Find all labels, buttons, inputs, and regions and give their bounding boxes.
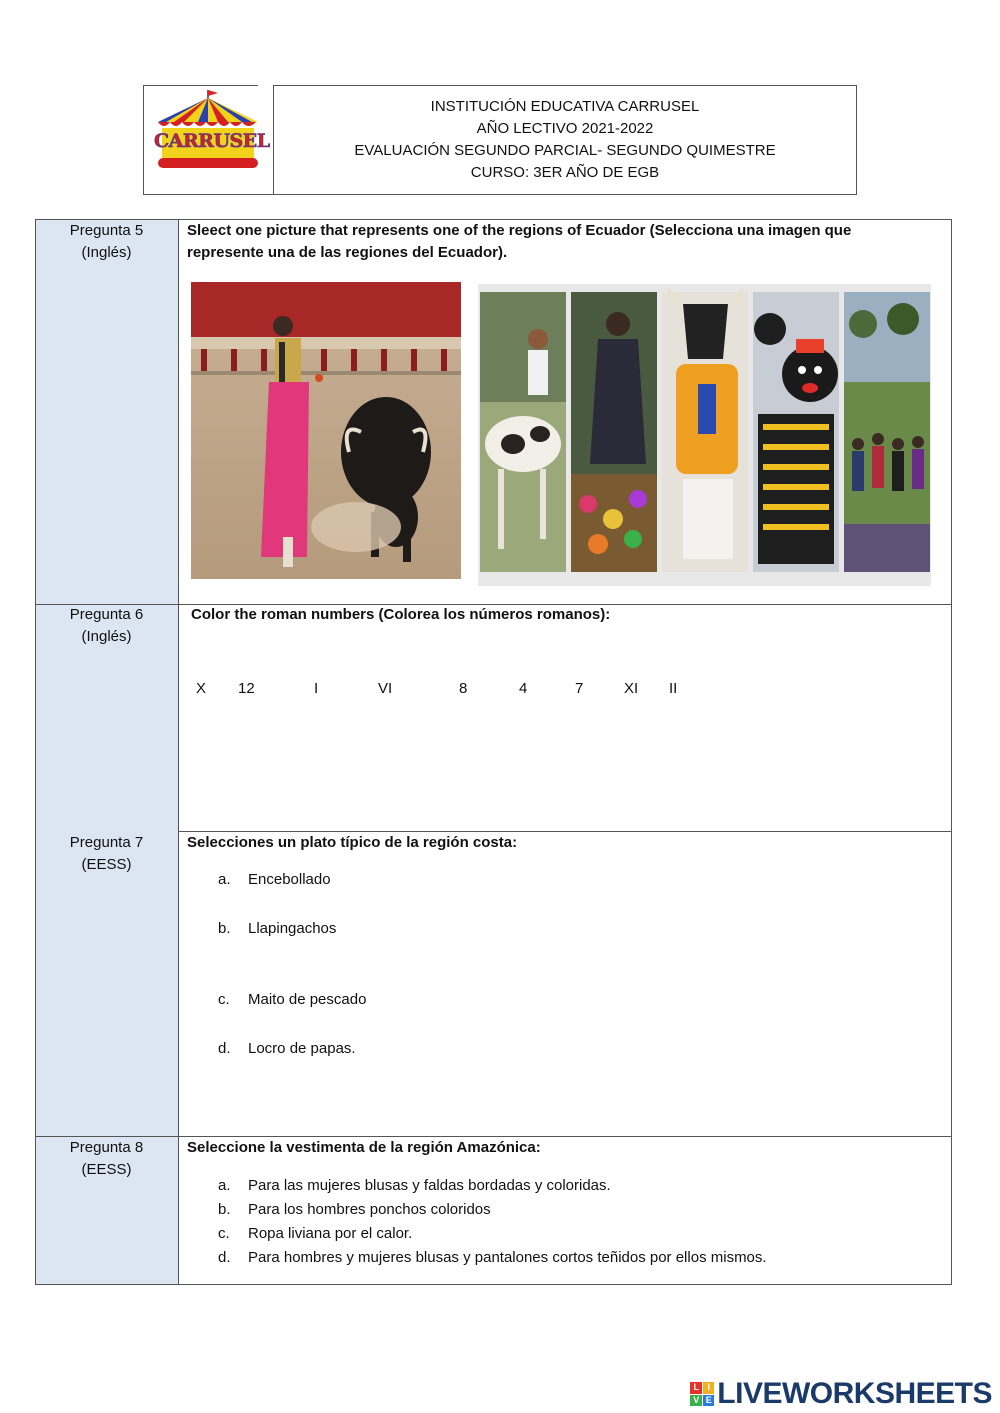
school-year: AÑO LECTIVO 2021-2022 (476, 120, 654, 137)
liveworksheets-watermark[interactable] (690, 1377, 992, 1411)
bullfight-picture[interactable] (191, 282, 461, 579)
roman-option[interactable]: II (669, 680, 678, 697)
q7-title: Selecciones un plato típico de la región costa: (187, 834, 518, 851)
q7-option-a[interactable]: a. Encebollado (218, 871, 331, 888)
roman-option[interactable]: X (196, 680, 207, 697)
q6-title: Color the roman numbers (Colorea los números romanos): (191, 606, 611, 623)
q8-option-a[interactable]: a. Para las mujeres blusas y faldas bordadas y coloridas. (218, 1177, 611, 1194)
watermark-text: LIVEWORKSHEETS (717, 1377, 992, 1410)
liveworksheets-logo-icon: L I V E (690, 1382, 714, 1406)
school-name: INSTITUCIÓN EDUCATIVA CARRUSEL (430, 98, 700, 115)
school-logo-box (143, 85, 273, 195)
number-option[interactable]: 4 (519, 680, 528, 697)
number-option[interactable]: 8 (459, 680, 468, 697)
logo-text: CARRUSEL (154, 130, 270, 152)
course: CURSO: 3ER AÑO DE EGB (470, 164, 660, 181)
q8-option-b[interactable]: b. Para los hombres ponchos coloridos (218, 1201, 491, 1218)
q7-label: Pregunta 7 (EESS) (69, 834, 144, 873)
q7-option-b[interactable]: b. Llapingachos (218, 920, 337, 937)
q8-label: Pregunta 8 (EESS) (69, 1139, 144, 1178)
q5-title: Sleect one picture that represents one of the regions of Ecuador (Selecciona una imagen que represente una de las regiones del Ecuador). (187, 222, 852, 261)
roman-option[interactable]: XI (624, 680, 639, 697)
q6-label: Pregunta 6 (Inglés) (69, 606, 144, 645)
number-option[interactable]: 12 (238, 680, 255, 697)
label-column (36, 220, 179, 1284)
festival-collage-picture[interactable] (478, 284, 931, 586)
exam-title: EVALUACIÓN SEGUNDO PARCIAL- SEGUNDO QUIMESTRE (354, 142, 776, 159)
number-option[interactable]: 7 (575, 680, 584, 697)
q7-option-d[interactable]: d. Locro de papas. (218, 1040, 356, 1057)
header-info (273, 85, 857, 195)
roman-option[interactable]: VI (378, 680, 393, 697)
q8-option-d[interactable]: d. Para hombres y mujeres blusas y pantalones cortos teñidos por ellos mismos. (218, 1249, 767, 1266)
q7-option-c[interactable]: c. Maito de pescado (218, 991, 367, 1008)
q8-title: Seleccione la vestimenta de la región Amazónica: (187, 1139, 541, 1156)
q5-label: Pregunta 5 (Inglés) (69, 222, 144, 261)
roman-option[interactable]: I (314, 680, 319, 697)
q8-option-c[interactable]: c. Ropa liviana por el calor. (218, 1225, 413, 1242)
